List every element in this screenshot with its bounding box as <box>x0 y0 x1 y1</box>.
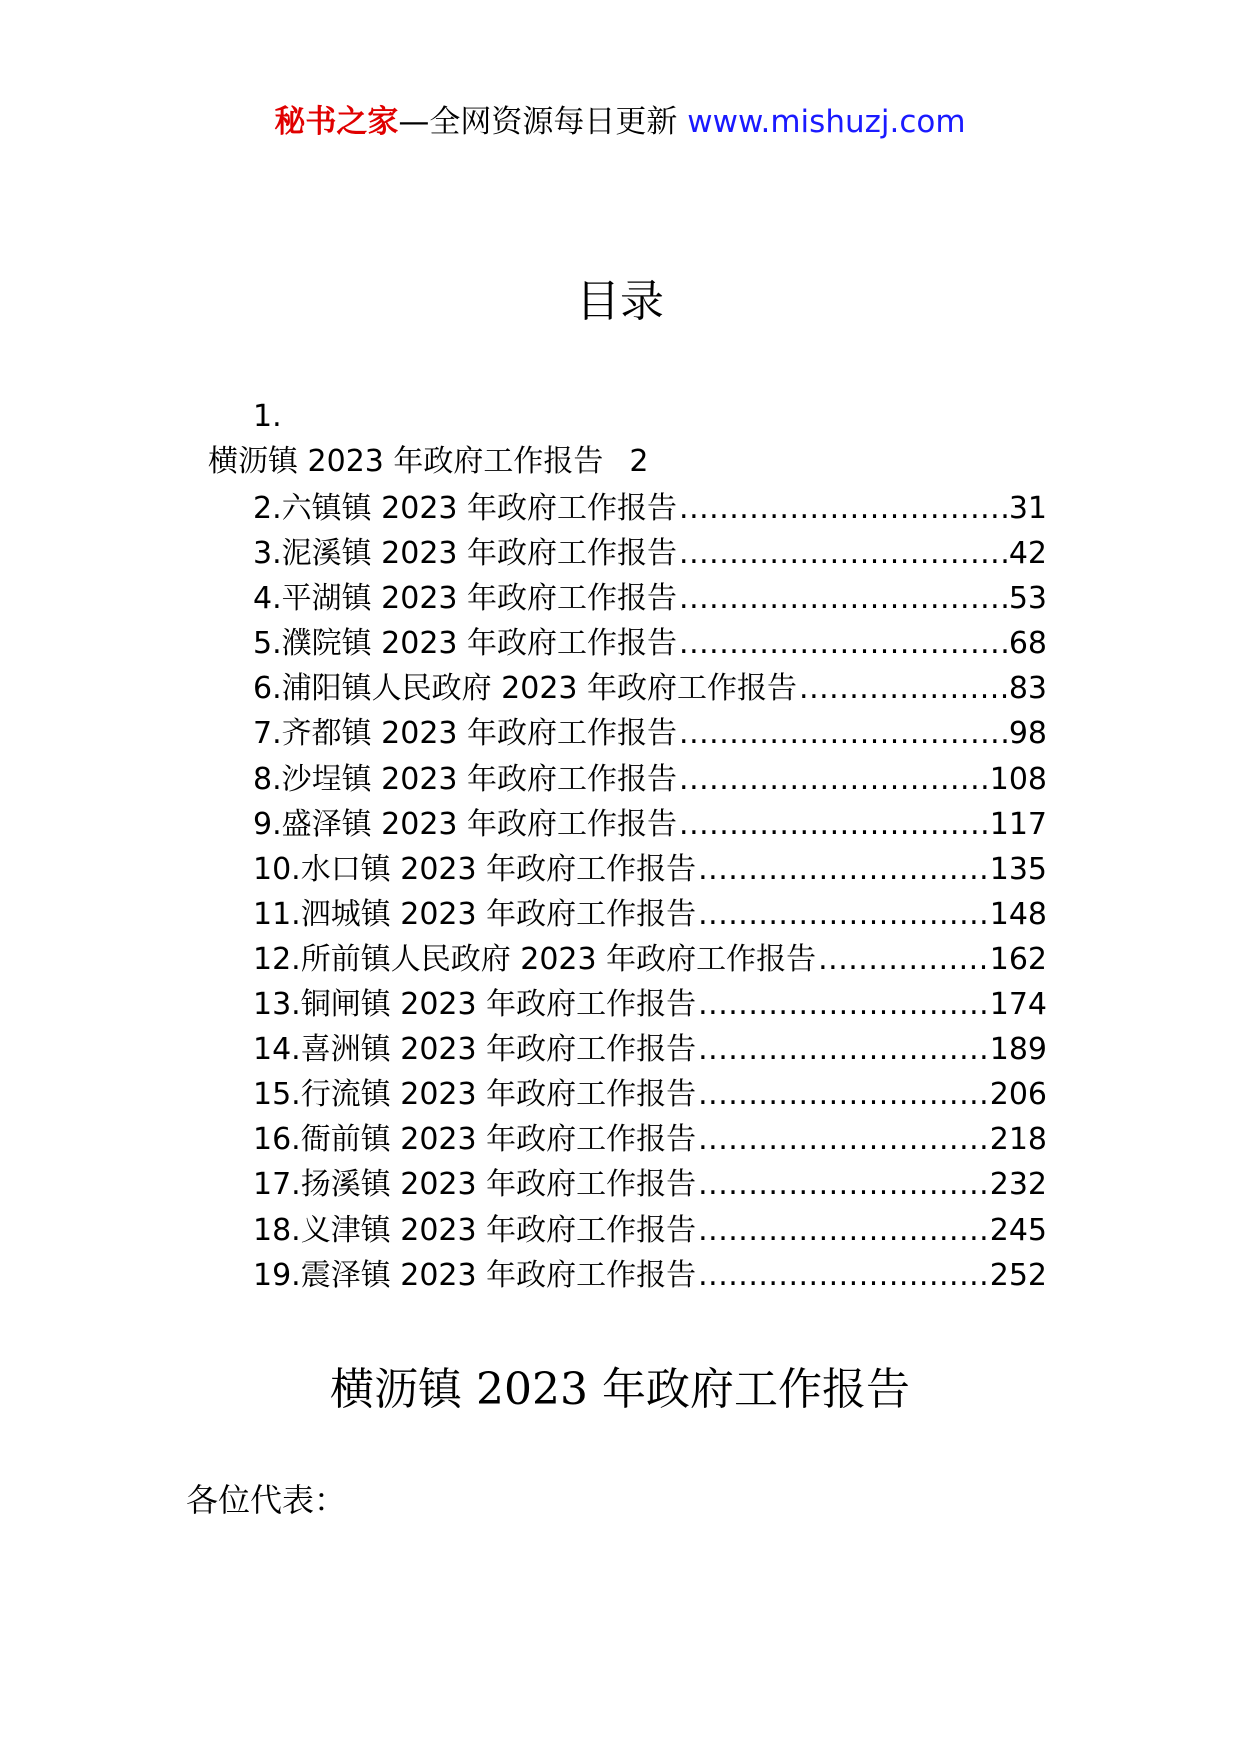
toc-entry-page: 232 <box>989 1167 1047 1203</box>
toc-entry-label: 3.泥溪镇 2023 年政府工作报告 <box>253 536 678 572</box>
toc-entry-label: 7.齐都镇 2023 年政府工作报告 <box>253 716 678 752</box>
toc-entry-label: 14.喜洲镇 2023 年政府工作报告 <box>253 1032 697 1068</box>
toc-entry-page: 31 <box>1008 491 1047 526</box>
toc-entry-page: 206 <box>989 1077 1047 1113</box>
toc-entry-page: 53 <box>1008 581 1047 617</box>
toc-entry[interactable] <box>253 1208 1047 1253</box>
toc-entry-page: 148 <box>989 896 1047 932</box>
header-banner <box>0 100 1240 144</box>
toc-dot-leader <box>799 666 1007 711</box>
toc-entry-label: 15.行流镇 2023 年政府工作报告 <box>253 1077 697 1113</box>
toc-dot-leader <box>698 1117 988 1162</box>
toc-entry-label: 12.所前镇人民政府 2023 年政府工作报告 <box>253 941 817 977</box>
toc-entry-label: 19.震泽镇 2023 年政府工作报告 <box>253 1257 697 1293</box>
toc-entry-page: 117 <box>989 806 1047 842</box>
toc-dot-leader <box>698 1208 988 1253</box>
toc-dot-leader <box>698 1072 988 1117</box>
toc-entry-label: 10.水口镇 2023 年政府工作报告 <box>253 851 697 887</box>
toc-dot-leader <box>679 757 988 802</box>
toc-entry[interactable] <box>253 621 1047 666</box>
toc-entry-label: 16.衙前镇 2023 年政府工作报告 <box>253 1122 697 1158</box>
toc-entry-page: 252 <box>989 1257 1047 1293</box>
toc-entry-page: 42 <box>1008 536 1047 572</box>
toc-dot-leader <box>698 847 988 892</box>
toc-entry[interactable] <box>253 802 1047 847</box>
toc-entry-label: 11.泗城镇 2023 年政府工作报告 <box>253 896 697 932</box>
toc-entry-page: 189 <box>989 1032 1047 1068</box>
toc-entry-label: 18.义津镇 2023 年政府工作报告 <box>253 1212 697 1248</box>
toc-dot-leader <box>698 1162 988 1207</box>
toc-entry[interactable] <box>253 1162 1047 1207</box>
toc-entry-label: 17.扬溪镇 2023 年政府工作报告 <box>253 1167 697 1203</box>
toc-entry-label: 13.铜闸镇 2023 年政府工作报告 <box>253 987 697 1023</box>
toc-entry-page: 218 <box>989 1122 1047 1158</box>
toc-dot-leader <box>679 621 1007 666</box>
toc-entry[interactable] <box>253 1253 1047 1298</box>
toc-entry[interactable] <box>253 937 1047 982</box>
toc-dot-leader <box>679 531 1007 576</box>
brand-name: 秘书之家 <box>274 104 399 140</box>
toc-title: 目录 <box>576 276 664 327</box>
toc-entry-label: 2.六镇镇 2023 年政府工作报告 <box>253 491 678 526</box>
toc-dot-leader <box>698 1027 988 1072</box>
header-slogan: —全网资源每日更新 <box>398 104 678 140</box>
toc-entry-page: 98 <box>1008 716 1047 752</box>
toc-entry-first[interactable] <box>208 394 1008 484</box>
toc-dot-leader <box>698 982 988 1027</box>
toc-first-text-line <box>208 439 1008 484</box>
toc-entry[interactable] <box>253 486 1047 531</box>
toc-first-title: 横沥镇 2023 年政府工作报告 <box>208 444 604 479</box>
toc-entry-label: 6.浦阳镇人民政府 2023 年政府工作报告 <box>253 671 798 707</box>
toc-entry-page: 108 <box>989 761 1047 797</box>
toc-dot-leader <box>818 937 988 982</box>
toc-entry-page: 245 <box>989 1212 1047 1248</box>
toc-entry[interactable] <box>253 1117 1047 1162</box>
toc-first-page: 2 <box>629 444 649 479</box>
toc-entry-label: 9.盛泽镇 2023 年政府工作报告 <box>253 806 678 842</box>
toc-entry-label: 5.濮院镇 2023 年政府工作报告 <box>253 626 678 662</box>
toc-entry[interactable] <box>253 757 1047 802</box>
toc-entry[interactable] <box>253 847 1047 892</box>
toc-entry-page: 83 <box>1008 671 1047 707</box>
toc-dot-leader <box>679 486 1007 531</box>
toc-entry[interactable] <box>253 531 1047 576</box>
toc-entry-page: 174 <box>989 987 1047 1023</box>
toc-entry-label: 4.平湖镇 2023 年政府工作报告 <box>253 581 678 617</box>
toc-entry[interactable] <box>253 576 1047 621</box>
section-heading: 横沥镇 2023 年政府工作报告 <box>330 1364 910 1415</box>
toc-entry[interactable] <box>253 1027 1047 1072</box>
site-url-link[interactable]: www.mishuzj.com <box>687 104 966 140</box>
toc-dot-leader <box>679 802 988 847</box>
toc-entry-page: 162 <box>989 941 1047 977</box>
salutation: 各位代表： <box>186 1481 347 1519</box>
toc-entry[interactable] <box>253 666 1047 711</box>
toc-entry-page: 135 <box>989 851 1047 887</box>
toc-dot-leader <box>698 892 988 937</box>
toc-entry-page: 68 <box>1008 626 1047 662</box>
toc-dot-leader <box>698 1253 988 1298</box>
toc-entry-label: 8.沙埕镇 2023 年政府工作报告 <box>253 761 678 797</box>
toc-entry[interactable] <box>253 892 1047 937</box>
toc-entry[interactable] <box>253 1072 1047 1117</box>
toc-entry[interactable] <box>253 711 1047 756</box>
toc-first-number: 1. <box>253 399 282 434</box>
toc-dot-leader <box>679 576 1007 621</box>
toc-dot-leader <box>679 711 1007 756</box>
toc-list <box>253 486 1047 1298</box>
toc-entry[interactable] <box>253 982 1047 1027</box>
